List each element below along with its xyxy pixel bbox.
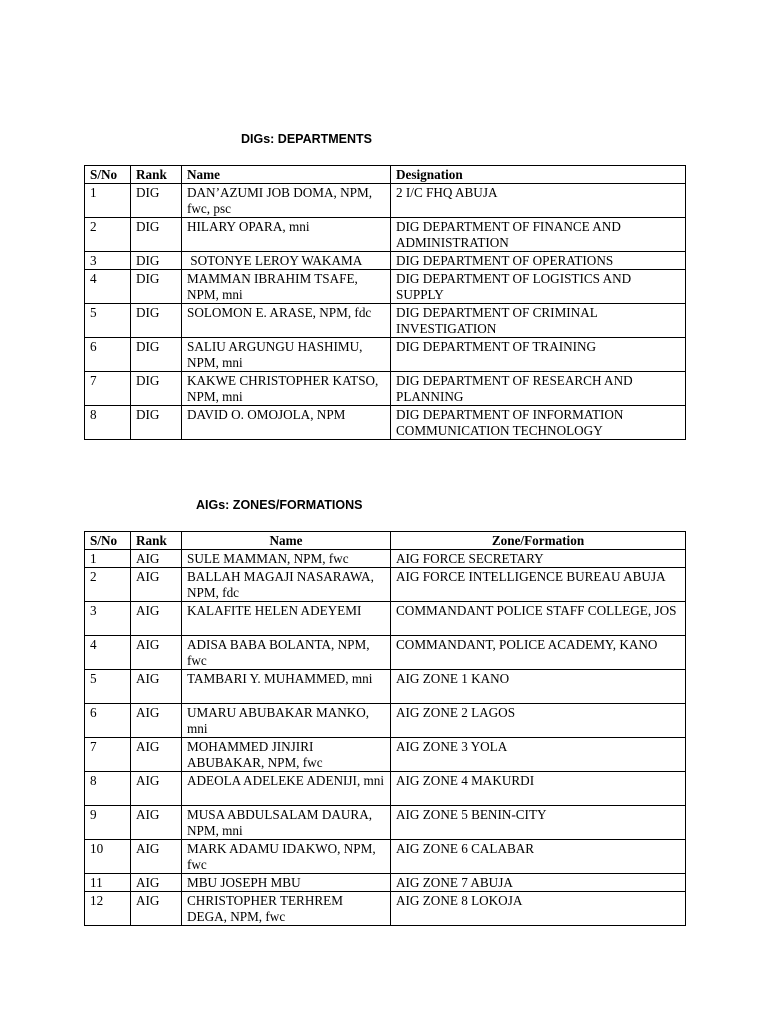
- table-row: [85, 406, 686, 440]
- cell-rank: AIG: [131, 568, 182, 602]
- cell-zone: AIG ZONE 4 MAKURDI: [391, 772, 686, 806]
- table-row: [85, 252, 686, 270]
- cell-sno: 7: [85, 372, 131, 406]
- cell-rank: AIG: [131, 892, 182, 926]
- cell-sno: 3: [85, 602, 131, 636]
- table-row: [85, 892, 686, 926]
- cell-name: SOLOMON E. ARASE, NPM, fdc: [182, 304, 391, 338]
- table-row: [85, 270, 686, 304]
- cell-name: ADISA BABA BOLANTA, NPM, fwc: [182, 636, 391, 670]
- cell-sno: 6: [85, 338, 131, 372]
- cell-sno: 8: [85, 772, 131, 806]
- header-rank: Rank: [131, 532, 182, 550]
- cell-sno: 5: [85, 670, 131, 704]
- cell-zone: AIG ZONE 2 LAGOS: [391, 704, 686, 738]
- cell-zone: AIG ZONE 3 YOLA: [391, 738, 686, 772]
- cell-name: KAKWE CHRISTOPHER KATSO, NPM, mni: [182, 372, 391, 406]
- header-sno: S/No: [85, 166, 131, 184]
- header-rank: Rank: [131, 166, 182, 184]
- cell-zone: AIG FORCE INTELLIGENCE BUREAU ABUJA: [391, 568, 686, 602]
- cell-name: SALIU ARGUNGU HASHIMU, NPM, mni: [182, 338, 391, 372]
- cell-zone: AIG FORCE SECRETARY: [391, 550, 686, 568]
- table-row: [85, 550, 686, 568]
- table-row: [85, 568, 686, 602]
- aigs-zones-table: [84, 531, 686, 926]
- cell-sno: 12: [85, 892, 131, 926]
- cell-rank: AIG: [131, 550, 182, 568]
- cell-sno: 6: [85, 704, 131, 738]
- cell-designation: DIG DEPARTMENT OF FINANCE AND ADMINISTRATION: [391, 218, 686, 252]
- aigs-section-title: AIGs: ZONES/FORMATIONS: [196, 498, 363, 512]
- header-name: Name: [182, 166, 391, 184]
- cell-name: UMARU ABUBAKAR MANKO, mni: [182, 704, 391, 738]
- cell-rank: AIG: [131, 704, 182, 738]
- cell-zone: COMMANDANT POLICE STAFF COLLEGE, JOS: [391, 602, 686, 636]
- cell-name: HILARY OPARA, mni: [182, 218, 391, 252]
- header-designation: Designation: [391, 166, 686, 184]
- table-row: [85, 874, 686, 892]
- table-row: [85, 806, 686, 840]
- cell-rank: DIG: [131, 338, 182, 372]
- cell-name: MBU JOSEPH MBU: [182, 874, 391, 892]
- table-row: [85, 304, 686, 338]
- cell-designation: DIG DEPARTMENT OF LOGISTICS AND SUPPLY: [391, 270, 686, 304]
- table-row: [85, 772, 686, 806]
- cell-name: ADEOLA ADELEKE ADENIJI, mni: [182, 772, 391, 806]
- table-header-row: [85, 166, 686, 184]
- header-name: Name: [182, 532, 391, 550]
- cell-designation: DIG DEPARTMENT OF OPERATIONS: [391, 252, 686, 270]
- cell-sno: 4: [85, 270, 131, 304]
- cell-rank: DIG: [131, 218, 182, 252]
- designation-2ic-text: 2 I/C FHQ ABUJA: [396, 185, 498, 200]
- cell-name: SULE MAMMAN, NPM, fwc: [182, 550, 391, 568]
- cell-rank: AIG: [131, 840, 182, 874]
- cell-name: CHRISTOPHER TERHREM DEGA, NPM, fwc: [182, 892, 391, 926]
- cell-designation: DIG DEPARTMENT OF CRIMINAL INVESTIGATION: [391, 304, 686, 338]
- cell-sno: 8: [85, 406, 131, 440]
- cell-zone: AIG ZONE 8 LOKOJA: [391, 892, 686, 926]
- cell-sno: 2: [85, 568, 131, 602]
- cell-name: KALAFITE HELEN ADEYEMI: [182, 602, 391, 636]
- cell-zone: AIG ZONE 1 KANO: [391, 670, 686, 704]
- cell-rank: AIG: [131, 806, 182, 840]
- cell-name: BALLAH MAGAJI NASARAWA, NPM, fdc: [182, 568, 391, 602]
- cell-sno: 10: [85, 840, 131, 874]
- table-row: [85, 738, 686, 772]
- cell-sno: 9: [85, 806, 131, 840]
- cell-zone: AIG ZONE 6 CALABAR: [391, 840, 686, 874]
- cell-name: MARK ADAMU IDAKWO, NPM, fwc: [182, 840, 391, 874]
- table-header-row: [85, 532, 686, 550]
- cell-zone: COMMANDANT, POLICE ACADEMY, KANO: [391, 636, 686, 670]
- table-row: [85, 602, 686, 636]
- cell-sno: 7: [85, 738, 131, 772]
- cell-rank: DIG: [131, 270, 182, 304]
- header-sno: S/No: [85, 532, 131, 550]
- cell-rank: DIG: [131, 304, 182, 338]
- digs-departments-table: [84, 165, 686, 440]
- cell-name: SOTONYE LEROY WAKAMA: [182, 252, 391, 270]
- table-row: [85, 184, 686, 218]
- cell-rank: AIG: [131, 738, 182, 772]
- table-row: [85, 704, 686, 738]
- table-row: [85, 636, 686, 670]
- cell-designation: DIG DEPARTMENT OF INFORMATION COMMUNICATION TECHNOLOGY: [391, 406, 686, 440]
- table-row: [85, 372, 686, 406]
- digs-section-title: DIGs: DEPARTMENTS: [241, 132, 373, 146]
- cell-sno: 1: [85, 550, 131, 568]
- cell-name: TAMBARI Y. MUHAMMED, mni: [182, 670, 391, 704]
- cell-sno: 1: [85, 184, 131, 218]
- cell-designation: [391, 184, 686, 218]
- cell-rank: AIG: [131, 874, 182, 892]
- cell-name: MOHAMMED JINJIRI ABUBAKAR, NPM, fwc: [182, 738, 391, 772]
- cell-zone: AIG ZONE 7 ABUJA: [391, 874, 686, 892]
- cell-name: MAMMAN IBRAHIM TSAFE, NPM, mni: [182, 270, 391, 304]
- table-row: [85, 840, 686, 874]
- cell-sno: 2: [85, 218, 131, 252]
- cell-rank: AIG: [131, 602, 182, 636]
- header-zone-formation: Zone/Formation: [391, 532, 686, 550]
- cell-rank: DIG: [131, 184, 182, 218]
- cell-sno: 11: [85, 874, 131, 892]
- table-row: [85, 218, 686, 252]
- cell-sno: 3: [85, 252, 131, 270]
- cell-rank: AIG: [131, 772, 182, 806]
- table-row: [85, 670, 686, 704]
- cell-rank: DIG: [131, 252, 182, 270]
- cell-designation: DIG DEPARTMENT OF RESEARCH AND PLANNING: [391, 372, 686, 406]
- cell-name: DAVID O. OMOJOLA, NPM: [182, 406, 391, 440]
- cell-designation: DIG DEPARTMENT OF TRAINING: [391, 338, 686, 372]
- cell-rank: DIG: [131, 372, 182, 406]
- cell-rank: DIG: [131, 406, 182, 440]
- cell-sno: 4: [85, 636, 131, 670]
- cell-zone: AIG ZONE 5 BENIN-CITY: [391, 806, 686, 840]
- cell-name: DAN’AZUMI JOB DOMA, NPM, fwc, psc: [182, 184, 391, 218]
- cell-rank: AIG: [131, 636, 182, 670]
- cell-sno: 5: [85, 304, 131, 338]
- cell-name: MUSA ABDULSALAM DAURA, NPM, mni: [182, 806, 391, 840]
- cell-rank: AIG: [131, 670, 182, 704]
- table-row: [85, 338, 686, 372]
